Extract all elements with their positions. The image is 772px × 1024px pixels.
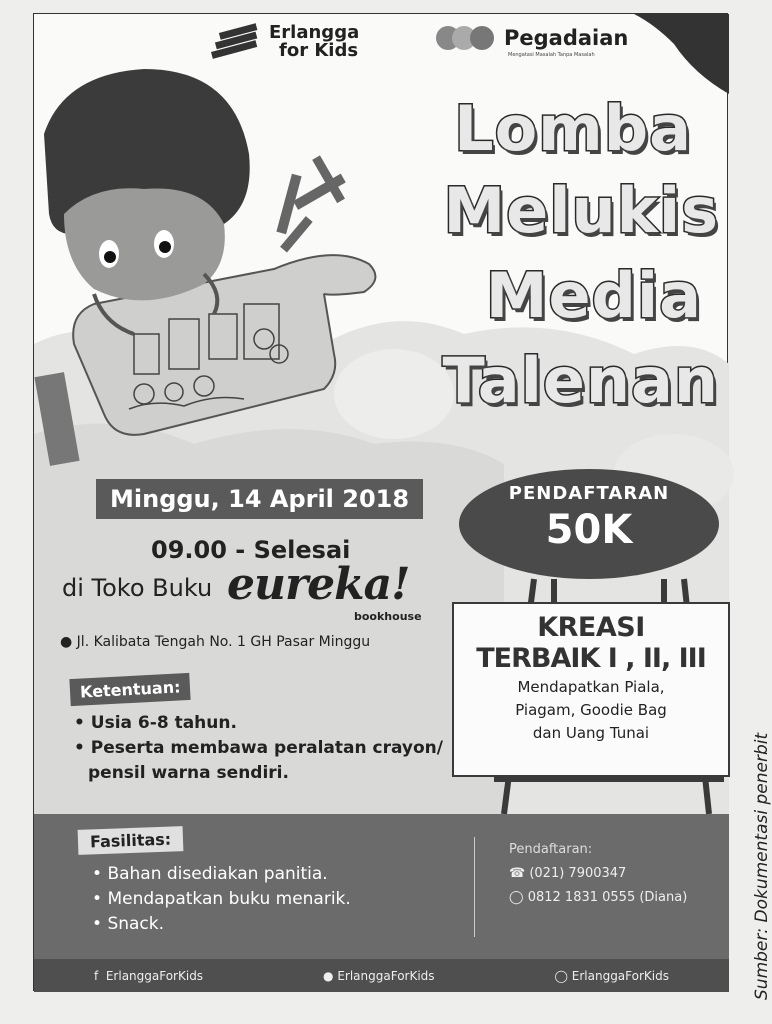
instagram-handle: ◯ ErlanggaForKids (554, 968, 669, 983)
facebook-icon: f (93, 968, 99, 983)
prize-desc3: dan Uang Tunai (532, 724, 650, 742)
prize-board (452, 602, 730, 777)
contact-whatsapp: ◯ 0812 1831 0555 (Diana) (509, 890, 688, 905)
twitter-icon: ● (323, 968, 334, 983)
event-venue-prefix: di Toko Buku (62, 574, 213, 602)
title-line1: Lomba (454, 92, 692, 165)
event-time: 09.00 - Selesai (151, 536, 351, 564)
fee-label: PENDAFTARAN (508, 483, 670, 504)
source-credit: Sumber: Dokumentasi penerbit (752, 732, 772, 1000)
prize-line1: KREASI (537, 612, 645, 643)
event-date: Minggu, 14 April 2018 (96, 479, 423, 519)
facility-item: • Bahan disediakan panitia. (92, 864, 328, 884)
rules-list (74, 711, 443, 786)
divider (474, 837, 475, 937)
prize-desc2: Piagam, Goodie Bag (515, 701, 667, 719)
eureka-logo: eureka! (227, 559, 410, 610)
rule-item: • Usia 6-8 tahun. (74, 713, 237, 733)
rule-item: pensil warna sendiri. (88, 763, 289, 783)
rules-label: Ketentuan: (69, 673, 191, 706)
facility-item: • Snack. (92, 914, 165, 934)
address-text: Jl. Kalibata Tengah No. 1 GH Pasar Minggu (76, 634, 371, 650)
facebook-handle: f ErlanggaForKids (93, 968, 204, 983)
contact-label: Pendaftaran: (509, 842, 593, 857)
instagram-icon: ◯ (554, 968, 568, 983)
contact-block (509, 838, 687, 910)
phone-icon: ☎ (509, 866, 526, 881)
contact-phone: ☎ (021) 7900347 (509, 866, 627, 881)
eureka-sub: bookhouse (354, 610, 422, 623)
registration-fee-badge (459, 469, 719, 579)
erlangga-logo (209, 24, 359, 60)
prize-line2: TERBAIK I , II, III (476, 643, 706, 674)
title-line2: Melukis (443, 174, 719, 247)
books-icon (209, 26, 261, 58)
event-address (60, 634, 370, 650)
poster (33, 13, 728, 991)
fee-amount: 50K (545, 507, 633, 553)
prize-desc1: Mendapatkan Piala, (517, 678, 665, 696)
pegadaian-name: Pegadaian (504, 26, 629, 50)
erlangga-line1: Erlangga (269, 22, 360, 43)
pegadaian-logo (434, 24, 629, 58)
pegadaian-tagline: Mengatasi Masalah Tanpa Masalah (508, 52, 595, 58)
whatsapp-icon: ◯ (509, 890, 524, 905)
twitter-handle: ● ErlanggaForKids (323, 968, 435, 983)
social-footer (34, 959, 729, 992)
facility-item: • Mendapatkan buku menarik. (92, 889, 351, 909)
facilities-label: Fasilitas: (78, 826, 184, 855)
title-line4: Talenan (442, 344, 719, 417)
rule-item: • Peserta membawa peralatan crayon/ (74, 738, 443, 758)
erlangga-line2: for Kids (279, 40, 359, 61)
location-pin-icon: ● (60, 634, 73, 650)
facilities-list (92, 862, 351, 937)
pegadaian-emblem-icon (434, 24, 498, 52)
title-line3: Media (485, 259, 702, 332)
